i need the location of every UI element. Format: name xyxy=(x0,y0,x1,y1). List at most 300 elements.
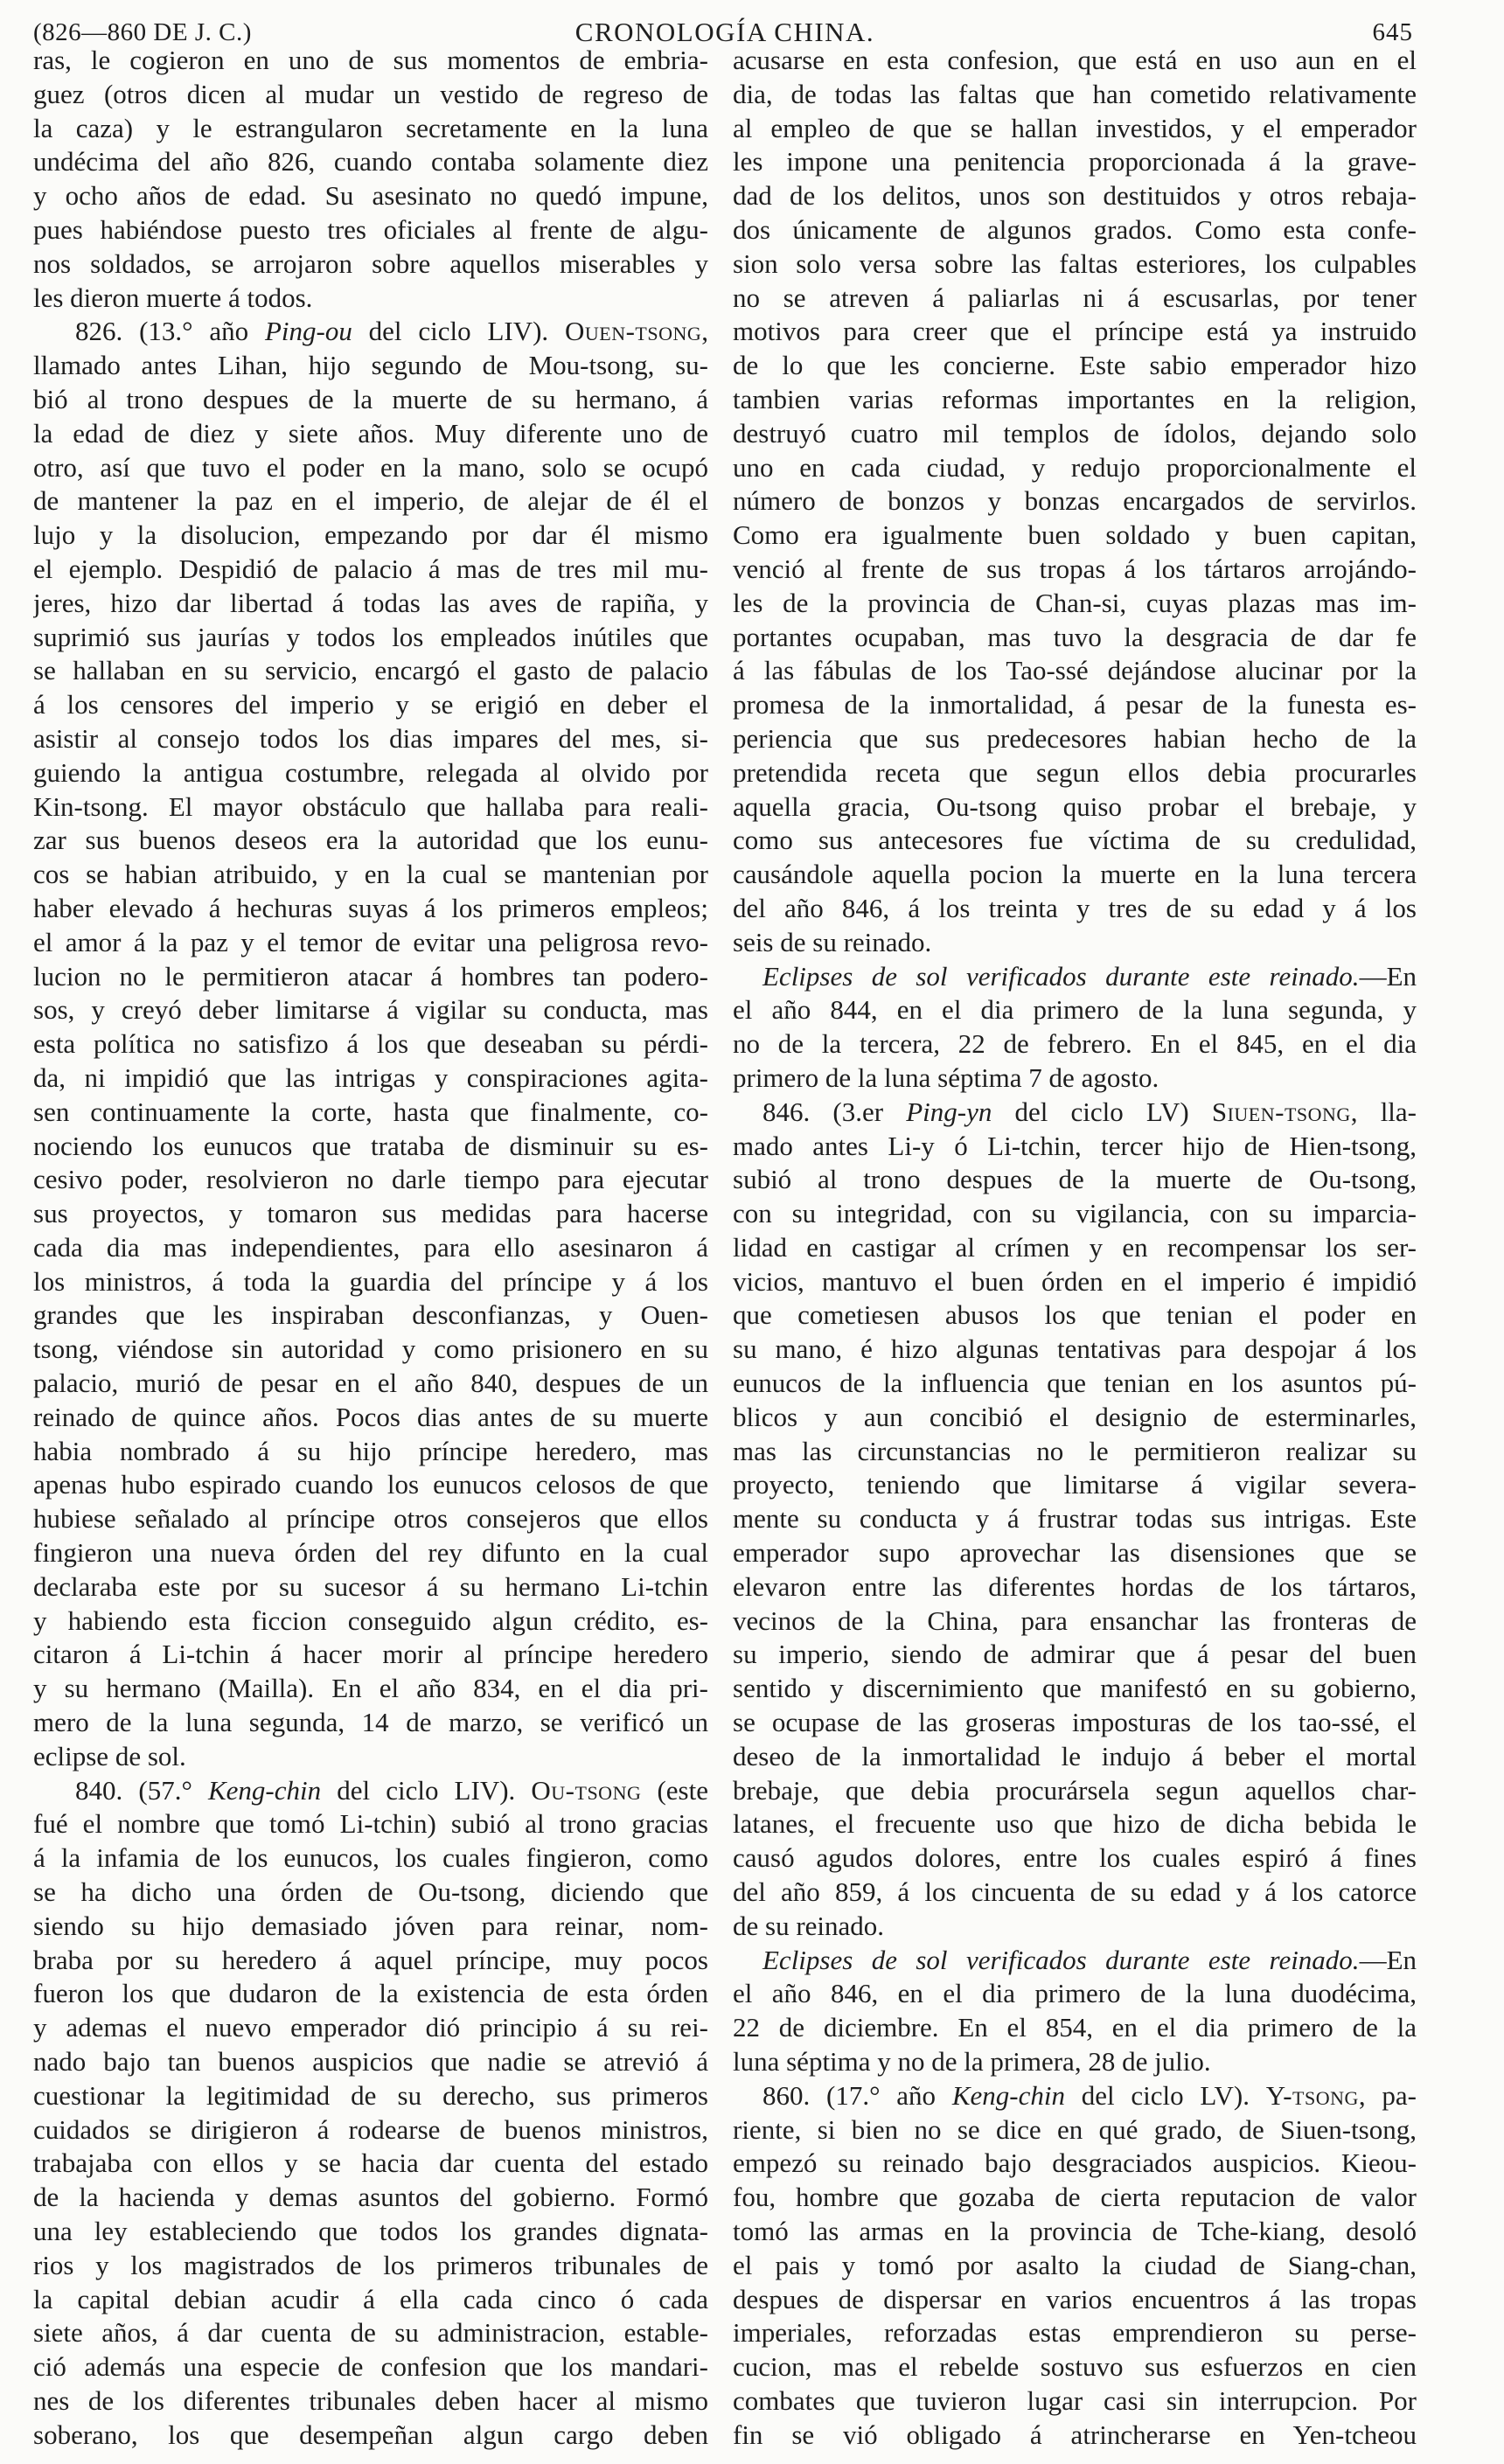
text-line xyxy=(33,2283,708,2317)
text-run: venció al frente de sus tropas á los tártaros arrojándo- xyxy=(733,553,1417,584)
text-line xyxy=(33,2215,708,2249)
text-line xyxy=(733,1130,1417,1164)
text-run: les dieron muerte á todos. xyxy=(33,282,313,313)
text-line xyxy=(733,1841,1417,1876)
text-run: se ha dicho una órden de Ou-tsong, diciendo que xyxy=(33,1876,708,1908)
text-line xyxy=(33,1807,708,1841)
text-line xyxy=(33,145,708,179)
text-line xyxy=(733,1638,1417,1672)
text-line xyxy=(33,587,708,621)
text-line xyxy=(733,247,1417,282)
text-line xyxy=(733,587,1417,621)
text-run: dia, de todas las faltas que han cometido relativamente xyxy=(733,78,1417,109)
text-line xyxy=(33,790,708,825)
text-line xyxy=(733,1163,1417,1197)
text-run: la capital debian acudir á ella cada cinco ó cada xyxy=(33,2283,708,2314)
text-line xyxy=(33,417,708,451)
text-run: (este xyxy=(641,1774,708,1806)
text-line xyxy=(33,2045,708,2079)
italic-text: Keng-chin xyxy=(207,1774,322,1806)
text-run: combates que tuvieron lugar casi sin interrupcion. Por xyxy=(733,2384,1417,2416)
text-line xyxy=(733,112,1417,146)
text-run: apenas hubo espirado cuando los eunucos celosos de que xyxy=(33,1469,708,1500)
text-run: fueron los que dudaron de la existencia de esta órden xyxy=(33,1978,708,2009)
text-line xyxy=(33,1740,708,1774)
text-run: rios y los magistrados de los primeros tribunales de xyxy=(33,2249,708,2280)
text-run: vecinos de la China, para ensanchar las fronteras de xyxy=(733,1604,1417,1636)
text-line xyxy=(733,1333,1417,1367)
text-run: del año 846, á los treinta y tres de su edad y á los xyxy=(733,892,1417,923)
text-line xyxy=(733,1536,1417,1570)
text-line xyxy=(733,349,1417,383)
text-run: periencia que sus predecesores habian hecho de la xyxy=(733,722,1417,754)
text-line xyxy=(733,383,1417,417)
text-run: á las fábulas de los Tao-ssé dejándose alucinar por la xyxy=(733,655,1417,686)
text-line xyxy=(33,315,708,349)
text-line xyxy=(733,145,1417,179)
text-run: y ocho años de edad. Su asesinato no quedó impune, xyxy=(33,180,708,212)
text-line xyxy=(733,892,1417,926)
text-run: trabajaba con ellos y se hacia dar cuenta del estado xyxy=(33,2147,708,2179)
italic-text: Ping-yn xyxy=(906,1096,992,1127)
text-run: y habiendo esta ficcion conseguido algun crédito, es- xyxy=(33,1604,708,1636)
text-run: los ministros, á toda la guardia del príncipe y á los xyxy=(33,1265,708,1297)
text-line xyxy=(33,1333,708,1367)
text-run: causándole aquella pocion la muerte en la luna tercera xyxy=(733,859,1417,890)
text-run: llamado antes Lihan, hijo segundo de Mou-tsong, su- xyxy=(33,350,708,381)
text-line xyxy=(733,926,1417,960)
text-line xyxy=(33,2316,708,2350)
text-run: siendo su hijo demasiado jóven para reinar, nom- xyxy=(33,1910,708,1941)
text-line xyxy=(733,1435,1417,1469)
text-run: el amor á la paz y el temor de evitar una peligrosa revo- xyxy=(33,926,708,957)
text-run: haber elevado á hechuras suyas á los primeros empleos; xyxy=(33,892,708,923)
text-run: sentido y discernimiento que manifestó en su gobierno, xyxy=(733,1673,1417,1704)
text-line xyxy=(33,1096,708,1130)
text-run: les impone una penitencia proporcionada á la grave- xyxy=(733,146,1417,177)
text-line xyxy=(33,213,708,247)
text-run: proyecto, teniendo que limitarse á vigilar severa- xyxy=(733,1469,1417,1500)
text-run: cesivo poder, resolvieron no darle tiempo para ejecutar xyxy=(33,1164,708,1195)
text-line xyxy=(33,1672,708,1706)
text-line xyxy=(733,1096,1417,1130)
text-run: tambien varias reformas importantes en la religion, xyxy=(733,383,1417,414)
text-run: con su integridad, con su vigilancia, con su imparcia- xyxy=(733,1198,1417,1229)
text-run: otro, así que tuvo el poder en la mano, solo se ocupó xyxy=(33,451,708,483)
left-column xyxy=(33,44,708,2453)
text-run: ció además una especie de confesion que los mandari- xyxy=(33,2351,708,2383)
running-head-title: CRONOLOGÍA CHINA. xyxy=(574,17,875,47)
text-line xyxy=(33,1536,708,1570)
text-run: y ademas el nuevo emperador dió principio á su rei- xyxy=(33,2012,708,2043)
text-line xyxy=(733,2249,1417,2283)
text-line xyxy=(33,2079,708,2113)
text-line xyxy=(33,960,708,994)
text-run: acusarse en esta confesion, que está en uso aun en el xyxy=(733,45,1417,75)
text-line xyxy=(33,519,708,553)
small-caps-name: Y-tsong xyxy=(1265,2079,1359,2111)
text-line xyxy=(33,1774,708,1808)
text-line xyxy=(733,2350,1417,2384)
text-run: del ciclo LV). xyxy=(1064,2079,1266,2111)
text-line xyxy=(33,1298,708,1333)
text-run: empezó su reinado bajo desgraciados auspicios. Kieou- xyxy=(733,2147,1417,2179)
text-line xyxy=(33,2011,708,2045)
text-run: portantes ocupaban, mas tuvo la desgracia de dar fe xyxy=(733,621,1417,652)
text-line xyxy=(733,553,1417,587)
text-run: su mano, é hizo algunas tentativas para despojar á los xyxy=(733,1333,1417,1365)
text-line xyxy=(33,926,708,960)
text-run: , xyxy=(701,316,708,347)
text-run: cuestionar la legitimidad de su derecho, sus primeros xyxy=(33,2079,708,2111)
text-run: cuidados se dirigieron á rodearse de buenos ministros, xyxy=(33,2113,708,2145)
text-line xyxy=(33,688,708,722)
text-line xyxy=(33,1231,708,1265)
text-line xyxy=(733,1502,1417,1536)
text-run: á la infamia de los eunucos, los cuales fingieron, como xyxy=(33,1842,708,1874)
text-run: tomó las armas en la provincia de Tche-kiang, desoló xyxy=(733,2216,1417,2246)
text-line xyxy=(733,519,1417,553)
text-run: de lo que les concierne. Este sabio emperador hizo xyxy=(733,350,1417,381)
text-run: ras, le cogieron en uno de sus momentos de embria- xyxy=(33,45,708,75)
text-line xyxy=(33,993,708,1027)
text-line xyxy=(33,383,708,417)
text-line xyxy=(33,484,708,519)
text-line xyxy=(733,2045,1417,2079)
text-run: del ciclo LIV). xyxy=(352,316,565,347)
text-line xyxy=(733,722,1417,756)
text-run: cada dia mas independientes, para ello asesinaron á xyxy=(33,1231,708,1263)
text-run: mero de la luna segunda, 14 de marzo, se verificó un xyxy=(33,1707,708,1738)
text-run: nos soldados, se arrojaron sobre aquellos miserables y xyxy=(33,247,708,279)
italic-text: Ping-ou xyxy=(264,316,352,347)
text-run: eclipse de sol. xyxy=(33,1740,186,1771)
text-line xyxy=(733,417,1417,451)
small-caps-name: Siuen-tsong xyxy=(1211,1096,1351,1127)
text-line xyxy=(33,1977,708,2011)
text-run: como sus antecesores fue víctima de su credulidad, xyxy=(733,825,1417,856)
text-run: del ciclo LIV). xyxy=(321,1774,532,1806)
italic-text: Eclipses de sol verificados durante este reinado. xyxy=(762,1944,1360,1975)
text-line xyxy=(733,1570,1417,1604)
text-line xyxy=(733,451,1417,485)
text-run: causó agudos dolores, entre los cuales espiró á fines xyxy=(733,1842,1417,1874)
text-run: dad de los delitos, unos son destituidos y otros rebaja- xyxy=(733,180,1417,212)
text-run: y su hermano (Mailla). En el año 834, en el dia pri- xyxy=(33,1673,708,1704)
text-line xyxy=(733,1027,1417,1061)
text-line xyxy=(733,1977,1417,2011)
text-run: mas las circunstancias no le permitieron realizar su xyxy=(733,1435,1417,1466)
text-run: mado antes Li-y ó Li-tchin, tercer hijo de Hien-tsong, xyxy=(733,1130,1417,1161)
text-run: nes de los diferentes tribunales deben hacer al mismo xyxy=(33,2384,708,2416)
text-line xyxy=(733,790,1417,825)
text-run: Como era igualmente buen soldado y buen capitan, xyxy=(733,519,1417,551)
text-line xyxy=(733,213,1417,247)
text-run: 826. (13.° año xyxy=(75,316,265,347)
text-run: la edad de diez y siete años. Muy diferente uno de xyxy=(33,417,708,449)
text-line xyxy=(33,2113,708,2147)
italic-text: Eclipses de sol verificados durante este reinado. xyxy=(762,960,1360,992)
text-run: el año 844, en el dia primero de la luna segunda, y xyxy=(733,994,1417,1026)
text-line xyxy=(33,1944,708,1978)
text-run: pues habiéndose puesto tres oficiales al frente de algu- xyxy=(33,213,708,245)
text-run: blicos y aun concibió el designio de esterminarles, xyxy=(733,1401,1417,1432)
text-run: seis de su reinado. xyxy=(733,926,932,957)
text-run: aquella gracia, Ou-tsong quiso probar el brebaje, y xyxy=(733,790,1417,822)
text-line xyxy=(733,1807,1417,1841)
text-run: dos únicamente de algunos grados. Como esta confe- xyxy=(733,213,1417,245)
text-line xyxy=(733,858,1417,892)
text-run: guiendo la antigua costumbre, relegada al olvido por xyxy=(33,756,708,788)
text-run: cos se habian atribuido, y en la cual se mantenian por xyxy=(33,859,708,890)
text-run: suprimió sus jaurías y todos los empleados inútiles que xyxy=(33,621,708,652)
text-run: habia nombrado á su hijo príncipe heredero, mas xyxy=(33,1435,708,1466)
text-line xyxy=(33,1401,708,1435)
text-run: siete años, á dar cuenta de su administracion, estable- xyxy=(33,2317,708,2349)
text-line xyxy=(33,553,708,587)
text-line xyxy=(33,1435,708,1469)
text-line xyxy=(733,1231,1417,1265)
text-run: primero de la luna séptima 7 de agosto. xyxy=(733,1061,1159,1093)
text-run: 846. (3.er xyxy=(762,1096,907,1127)
text-line xyxy=(33,112,708,146)
text-line xyxy=(733,484,1417,519)
text-line xyxy=(733,1468,1417,1502)
text-run: citaron á Li-tchin á hacer morir al príncipe heredero xyxy=(33,1639,708,1670)
text-run: del año 859, á los cincuenta de su edad y á los catorce xyxy=(733,1876,1417,1908)
text-run: de la hacienda y demas asuntos del gobierno. Formó xyxy=(33,2182,708,2213)
text-run: el año 846, en el dia primero de la luna duodécima, xyxy=(733,1978,1417,2009)
text-line xyxy=(33,1027,708,1061)
text-line xyxy=(33,756,708,790)
text-run: no de la tercera, 22 de febrero. En el 845, en el dia xyxy=(733,1028,1417,1060)
text-line xyxy=(733,1944,1417,1978)
text-run: mente su conducta y á frustrar todas sus intrigas. Este xyxy=(733,1503,1417,1535)
text-run: fin se vió obligado á atrincherarse en Yen-tcheou xyxy=(733,2419,1417,2450)
text-run: al empleo de que se hallan investidos, y el emperador xyxy=(733,112,1417,143)
running-head-range: (826—860 DE J. C.) xyxy=(33,18,252,46)
text-line xyxy=(33,1197,708,1231)
text-line xyxy=(733,2384,1417,2419)
text-line xyxy=(733,44,1417,78)
page-number: 645 xyxy=(1372,18,1413,46)
text-run: lujo y la disolucion, empezando por dar él mismo xyxy=(33,519,708,551)
text-run: destruyó cuatro mil templos de ídolos, dejando solo xyxy=(733,417,1417,449)
text-run: declaraba este por su sucesor á su hermano Li-tchin xyxy=(33,1570,708,1602)
text-run: subió al trono despues de la muerte de Ou-tsong, xyxy=(733,1164,1417,1195)
text-line xyxy=(33,2249,708,2283)
text-line xyxy=(33,1468,708,1502)
text-line xyxy=(33,892,708,926)
text-run: despues de dispersar en varios encuentros á las tropas xyxy=(733,2283,1417,2314)
text-line xyxy=(733,2079,1417,2113)
text-run: la caza) y le estrangularon secretamente en la luna xyxy=(33,112,708,143)
text-run: soberano, los que desempeñan algun cargo deben xyxy=(33,2419,708,2450)
text-run: motivos para creer que el príncipe está ya instruido xyxy=(733,316,1417,347)
text-run: jeres, hizo dar libertad á todas las aves de rapiña, y xyxy=(33,587,708,618)
text-line xyxy=(733,1265,1417,1299)
text-line xyxy=(733,2316,1417,2350)
text-line xyxy=(33,179,708,213)
text-line xyxy=(33,1570,708,1604)
text-line xyxy=(33,282,708,316)
text-run: 22 de diciembre. En el 854, en el dia primero de la xyxy=(733,2012,1417,2043)
text-run: Kin-tsong. El mayor obstáculo que hallaba para reali- xyxy=(33,790,708,822)
text-line xyxy=(733,1706,1417,1740)
text-run: elevaron entre las diferentes hordas de los tártaros, xyxy=(733,1570,1417,1602)
text-run: fou, hombre que gozaba de cierta reputacion de valor xyxy=(733,2182,1417,2213)
text-run: vicios, mantuvo el buen órden en el imperio é impidió xyxy=(733,1265,1417,1297)
text-line xyxy=(33,451,708,485)
text-line xyxy=(733,1197,1417,1231)
text-run: asistir al consejo todos los dias impares del mes, si- xyxy=(33,722,708,754)
text-run: á los censores del imperio y se erigió en deber el xyxy=(33,689,708,720)
text-line xyxy=(733,1298,1417,1333)
text-line xyxy=(733,621,1417,655)
text-line xyxy=(33,1604,708,1639)
text-line xyxy=(733,1401,1417,1435)
text-run: guez (otros dicen al mudar un vestido de regreso de xyxy=(33,78,708,109)
text-line xyxy=(733,824,1417,858)
italic-text: Keng-chin xyxy=(951,2079,1065,2111)
text-run: se hallaban en su servicio, encargó el gasto de palacio xyxy=(33,655,708,686)
text-line xyxy=(733,282,1417,316)
text-run: reinado de quince años. Pocos dias antes de su muerte xyxy=(33,1401,708,1432)
text-run: riente, si bien no se dice en qué grado, de Siuen-tsong, xyxy=(733,2113,1417,2145)
text-line xyxy=(33,1265,708,1299)
text-run: imperiales, reforzadas estas emprendieron su perse- xyxy=(733,2317,1417,2349)
text-line xyxy=(733,1876,1417,1910)
text-run: 860. (17.° año xyxy=(762,2079,952,2111)
text-run: lidad en castigar al crímen y en recompensar los ser- xyxy=(733,1231,1417,1263)
text-line xyxy=(733,993,1417,1027)
text-line xyxy=(33,1367,708,1401)
text-run: nociendo los eunucos que trataba de disminuir su es- xyxy=(33,1130,708,1161)
text-line xyxy=(33,858,708,892)
text-run: que cometiesen abusos los que tenian el poder en xyxy=(733,1299,1417,1331)
text-run: brebaje, que debia procurársela segun aquellos char- xyxy=(733,1774,1417,1806)
text-run: hubiese señalado al príncipe otros consejeros que ellos xyxy=(33,1503,708,1535)
text-run: sion solo versa sobre las faltas esteriores, los culpables xyxy=(733,247,1417,279)
text-run: el pais y tomó por asalto la ciudad de Siang-chan, xyxy=(733,2249,1417,2280)
text-run: grandes que les inspiraban desconfianzas, y Ouen- xyxy=(33,1299,708,1331)
text-line xyxy=(33,1061,708,1096)
text-line xyxy=(733,688,1417,722)
text-run: , pa- xyxy=(1358,2079,1417,2111)
text-run: latanes, el frecuente uso que hizo de dicha bebida le xyxy=(733,1808,1417,1840)
text-line xyxy=(733,2011,1417,2045)
text-line xyxy=(33,44,708,78)
text-run: emperador supo aprovechar las disensiones que se xyxy=(733,1537,1417,1569)
text-line xyxy=(33,824,708,858)
text-run: bió al trono despues de la muerte de su hermano, á xyxy=(33,383,708,414)
text-line xyxy=(33,722,708,756)
text-line xyxy=(733,1740,1417,1774)
text-line xyxy=(733,1774,1417,1808)
text-run: su imperio, siendo de admirar que á pesar del buen xyxy=(733,1639,1417,1670)
text-run: fué el nombre que tomó Li-tchin) subió al trono gracias xyxy=(33,1808,708,1840)
text-line xyxy=(733,2215,1417,2249)
text-line xyxy=(733,1604,1417,1639)
text-run: una ley estableciendo que todos los grandes dignata- xyxy=(33,2216,708,2246)
text-line xyxy=(733,1061,1417,1096)
text-line xyxy=(733,756,1417,790)
text-run: tsong, viéndose sin autoridad y como prisionero en su xyxy=(33,1333,708,1365)
text-line xyxy=(33,2350,708,2384)
text-run: cucion, mas el rebelde sostuvo sus esfuerzos en cien xyxy=(733,2351,1417,2383)
text-run: nado bajo tan buenos auspicios que nadie se atrevió á xyxy=(33,2046,708,2078)
text-line xyxy=(733,654,1417,688)
text-line xyxy=(733,2113,1417,2147)
text-run: del ciclo LV) xyxy=(992,1096,1212,1127)
text-line xyxy=(33,78,708,112)
text-run: palacio, murió de pesar en el año 840, despues de un xyxy=(33,1368,708,1399)
text-run: esta política no satisfizo á los que deseaban su pérdi- xyxy=(33,1028,708,1060)
text-run: les de la provincia de Chan-si, cuyas plazas mas im- xyxy=(733,587,1417,618)
text-line xyxy=(33,654,708,688)
text-run: deseo de la inmortalidad le indujo á beber el mortal xyxy=(733,1740,1417,1771)
text-line xyxy=(33,2384,708,2419)
text-line xyxy=(733,1367,1417,1401)
small-caps-name: Ou-tsong xyxy=(531,1774,642,1806)
text-line xyxy=(733,2419,1417,2453)
text-run: eunucos de la influencia que tenian en los asuntos pú- xyxy=(733,1368,1417,1399)
text-run: braba por su heredero á aquel príncipe, muy pocos xyxy=(33,1944,708,1975)
text-line xyxy=(33,1130,708,1164)
text-run: sus proyectos, y tomaron sus medidas para hacerse xyxy=(33,1198,708,1229)
text-line xyxy=(733,179,1417,213)
text-line xyxy=(733,2181,1417,2215)
text-run: se ocupase de las groseras imposturas de los tao-ssé, el xyxy=(733,1707,1417,1738)
text-run: , lla- xyxy=(1350,1096,1417,1127)
text-run: promesa de la inmortalidad, á pesar de la funesta es- xyxy=(733,689,1417,720)
text-run: pretendida receta que segun ellos debia procurarles xyxy=(733,756,1417,788)
text-run: da, ni impidió que las intrigas y conspiraciones agita- xyxy=(33,1061,708,1093)
text-line xyxy=(33,1876,708,1910)
text-run: undécima del año 826, cuando contaba solamente diez xyxy=(33,146,708,177)
text-run: uno en cada ciudad, y redujo proporcionalmente el xyxy=(733,451,1417,483)
text-run: fingieron una nueva órden del rey difunto en la cual xyxy=(33,1537,708,1569)
small-caps-name: Ouen-tsong xyxy=(564,316,702,347)
text-line xyxy=(33,349,708,383)
text-line xyxy=(33,2147,708,2181)
text-run: —En xyxy=(1359,1944,1417,1975)
text-run: de mantener la paz en el imperio, de alejar de él el xyxy=(33,485,708,517)
text-line xyxy=(33,2419,708,2453)
text-run: de su reinado. xyxy=(733,1910,885,1941)
text-line xyxy=(33,1910,708,1944)
text-run: sos, y creyó deber limitarse á vigilar su conducta, mas xyxy=(33,994,708,1026)
text-run: lucion no le permitieron atacar á hombres tan podero- xyxy=(33,960,708,992)
text-run: número de bonzos y bonzas encargados de servirlos. xyxy=(733,485,1417,517)
text-run: zar sus buenos deseos era la autoridad que los eunu- xyxy=(33,825,708,856)
text-line xyxy=(33,1841,708,1876)
text-line xyxy=(33,1163,708,1197)
text-line xyxy=(33,247,708,282)
text-line xyxy=(733,1910,1417,1944)
text-run: luna séptima y no de la primera, 28 de julio. xyxy=(733,2046,1211,2078)
text-line xyxy=(733,2147,1417,2181)
text-run: 840. (57.° xyxy=(75,1774,208,1806)
text-run: sen continuamente la corte, hasta que finalmente, co- xyxy=(33,1096,708,1127)
text-line xyxy=(33,2181,708,2215)
text-run: el ejemplo. Despidió de palacio á mas de tres mil mu- xyxy=(33,553,708,584)
text-line xyxy=(733,1672,1417,1706)
text-line xyxy=(33,621,708,655)
text-run: —En xyxy=(1359,960,1417,992)
text-line xyxy=(733,315,1417,349)
text-line xyxy=(733,78,1417,112)
